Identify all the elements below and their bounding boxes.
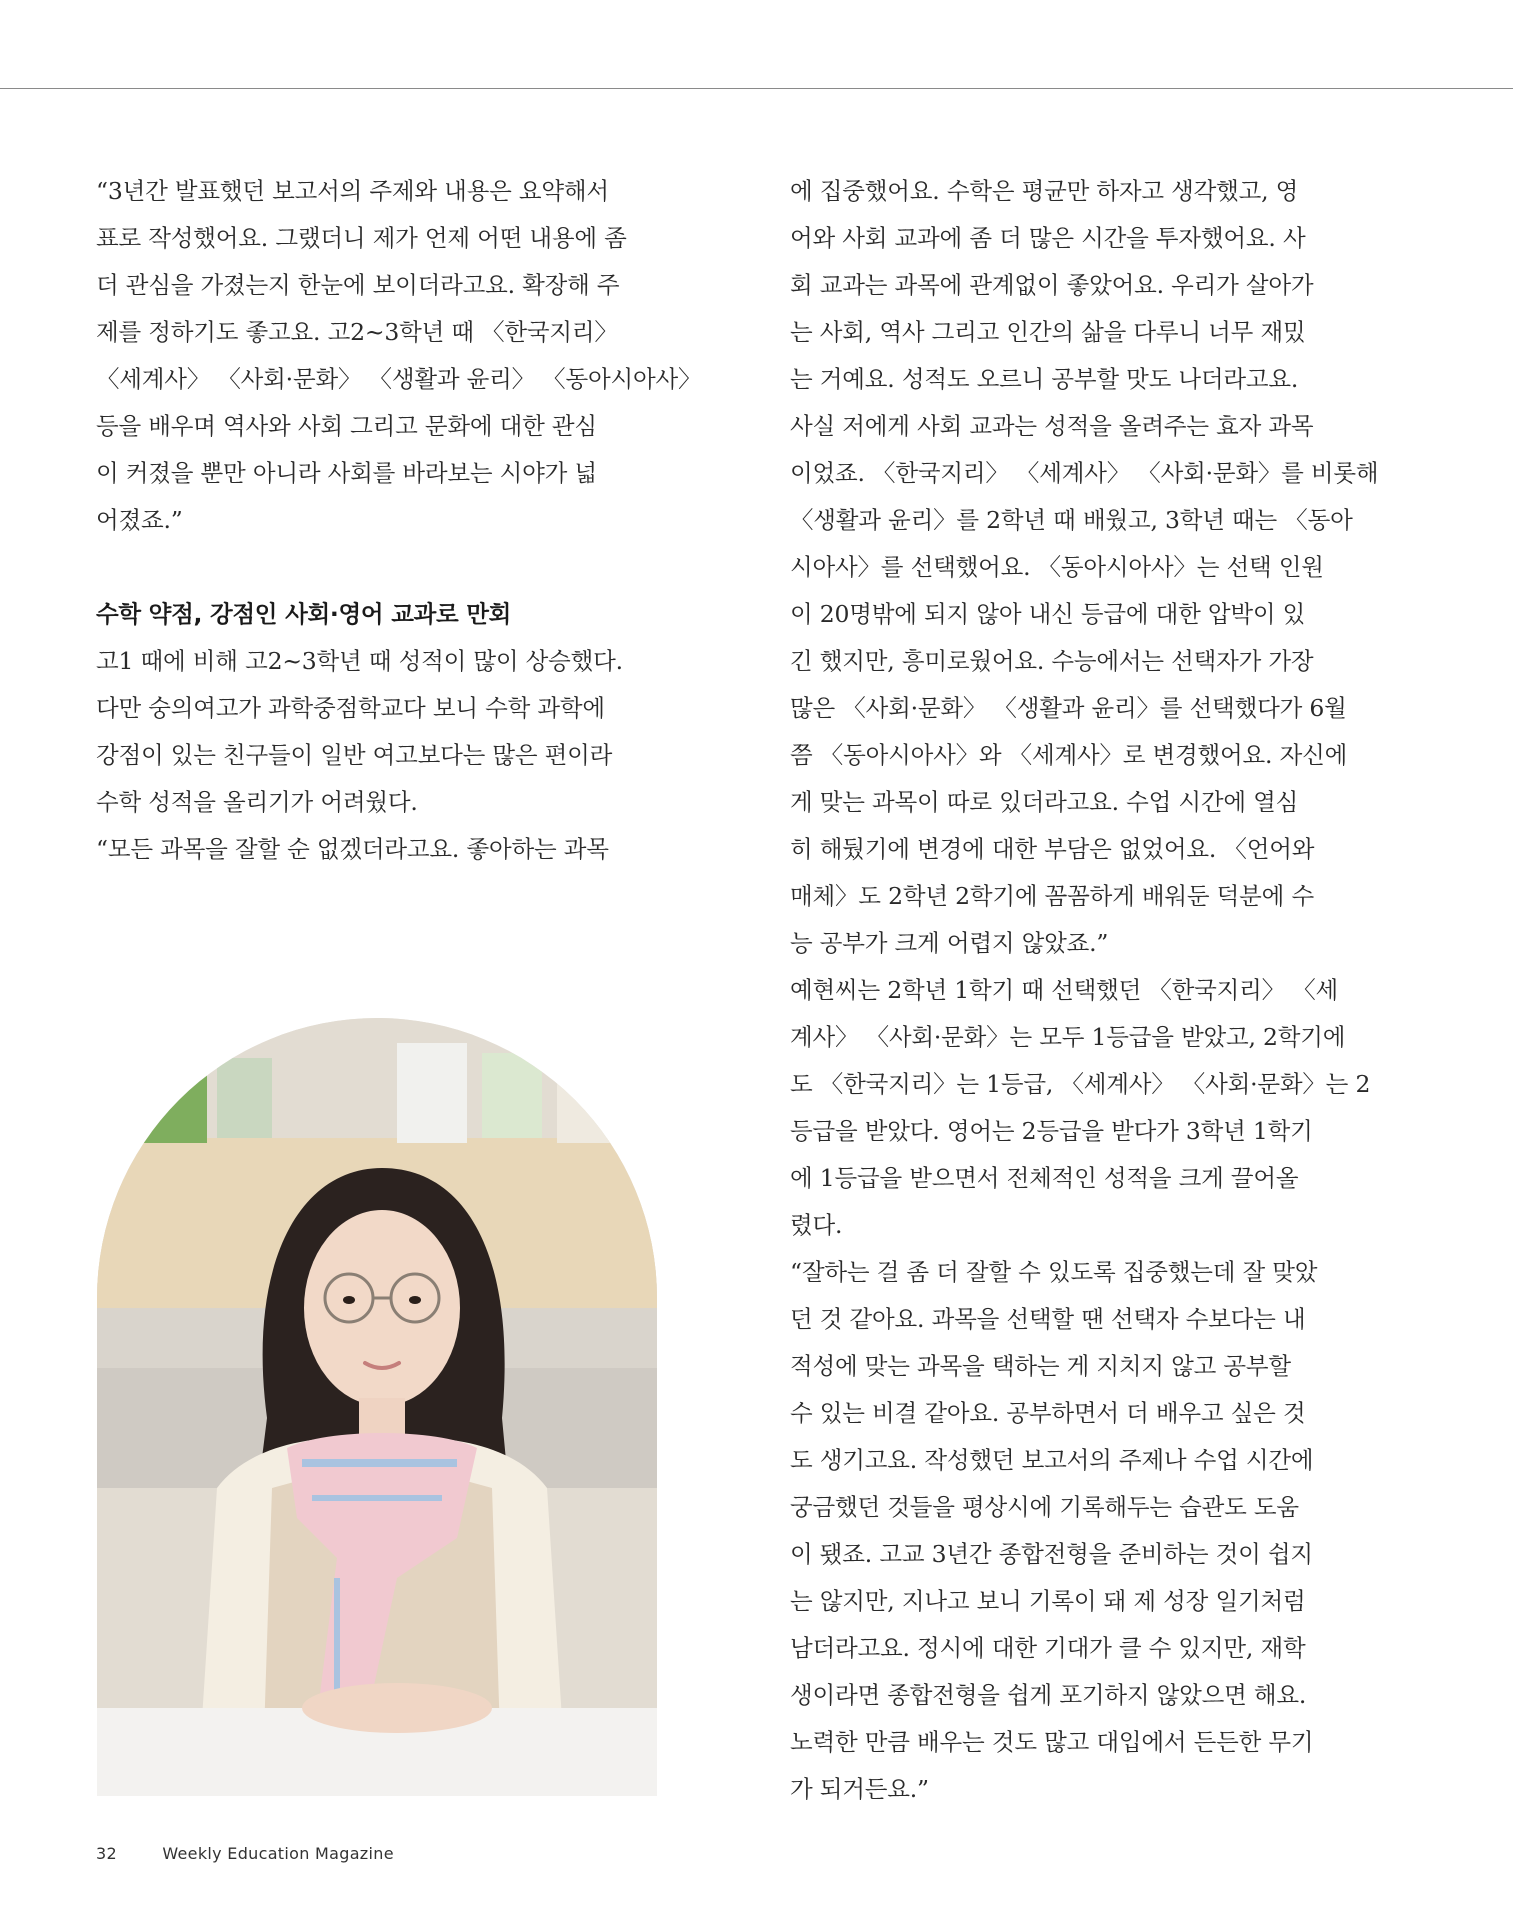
body-line: 고1 때에 비해 고2~3학년 때 성적이 많이 상승했다.: [96, 647, 623, 675]
quote-line: 〈세계사〉 〈사회·문화〉 〈생활과 윤리〉 〈동아시아사〉: [96, 365, 702, 393]
body-line: 시아사〉를 선택했어요. 〈동아시아사〉는 선택 인원: [790, 553, 1324, 581]
body-line: “모든 과목을 잘할 순 없겠더라고요. 좋아하는 과목: [96, 835, 609, 863]
body-line: 에 1등급을 받으면서 전체적인 성적을 크게 끌어올: [790, 1164, 1299, 1192]
body-line: 수 있는 비결 같아요. 공부하면서 더 배우고 싶은 것: [790, 1399, 1306, 1427]
left-column: [96, 168, 702, 873]
body-line: 수학 성적을 올리기가 어려웠다.: [96, 788, 418, 816]
body-line: 도 〈한국지리〉는 1등급, 〈세계사〉 〈사회·문화〉는 2: [790, 1070, 1371, 1098]
body-line: 렸다.: [790, 1211, 843, 1239]
portrait-illustration: [97, 1018, 657, 1796]
body-line: 사실 저에게 사회 교과는 성적을 올려주는 효자 과목: [790, 412, 1314, 440]
body-line: 이 20명밖에 되지 않아 내신 등급에 대한 압박이 있: [790, 600, 1306, 628]
body-line: “잘하는 걸 좀 더 잘할 수 있도록 집중했는데 잘 맞았: [790, 1258, 1318, 1286]
body-line: 이 됐죠. 고교 3년간 종합전형을 준비하는 것이 쉽지: [790, 1540, 1313, 1568]
body-line: 생이라면 종합전형을 쉽게 포기하지 않았으면 해요.: [790, 1681, 1307, 1709]
body-line: 많은 〈사회·문화〉 〈생활과 윤리〉를 선택했다가 6월: [790, 694, 1347, 722]
body-line: 매체〉도 2학년 2학기에 꼼꼼하게 배워둔 덕분에 수: [790, 882, 1314, 910]
body-line: 〈생활과 윤리〉를 2학년 때 배웠고, 3학년 때는 〈동아: [790, 506, 1353, 534]
body-line: 히 해뒀기에 변경에 대한 부담은 없었어요. 〈언어와: [790, 835, 1315, 863]
body-line: 남더라고요. 정시에 대한 기대가 클 수 있지만, 재학: [790, 1634, 1306, 1662]
quote-line: 제를 정하기도 좋고요. 고2~3학년 때 〈한국지리〉: [96, 318, 618, 346]
body-line: 궁금했던 것들을 평상시에 기록해두는 습관도 도움: [790, 1493, 1299, 1521]
quote-line: 어졌죠.”: [96, 506, 183, 534]
header-rule: [0, 88, 1513, 89]
body-line: 가 되거든요.”: [790, 1775, 929, 1803]
body-line: 적성에 맞는 과목을 택하는 게 지치지 않고 공부할: [790, 1352, 1291, 1380]
body-line: 는 사회, 역사 그리고 인간의 삶을 다루니 너무 재밌: [790, 318, 1306, 346]
quote-line: “3년간 발표했던 보고서의 주제와 내용은 요약해서: [96, 177, 609, 205]
body-line: 능 공부가 크게 어렵지 않았죠.”: [790, 929, 1109, 957]
body-line: 는 거예요. 성적도 오르니 공부할 맛도 나더라고요.: [790, 365, 1299, 393]
body-line: 다만 숭의여고가 과학중점학교다 보니 수학 과학에: [96, 694, 605, 722]
quote-line: 더 관심을 가졌는지 한눈에 보이더라고요. 확장해 주: [96, 271, 620, 299]
quote-line: 이 커졌을 뿐만 아니라 사회를 바라보는 시야가 넓: [96, 459, 597, 487]
body-line: 노력한 만큼 배우는 것도 많고 대입에서 든든한 무기: [790, 1728, 1314, 1756]
page-number: 32: [96, 1844, 117, 1863]
body-line: 게 맞는 과목이 따로 있더라고요. 수업 시간에 열심: [790, 788, 1299, 816]
body-line: 긴 했지만, 흥미로웠어요. 수능에서는 선택자가 가장: [790, 647, 1314, 675]
magazine-name: Weekly Education Magazine: [162, 1844, 394, 1863]
body-line: 회 교과는 과목에 관계없이 좋았어요. 우리가 살아가: [790, 271, 1314, 299]
body-line: 이었죠. 〈한국지리〉 〈세계사〉 〈사회·문화〉를 비롯해: [790, 459, 1379, 487]
body-line: 어와 사회 교과에 좀 더 많은 시간을 투자했어요. 사: [790, 224, 1306, 252]
right-column: [790, 168, 1379, 1813]
page-footer: [96, 1844, 394, 1863]
body-line: 강점이 있는 친구들이 일반 여고보다는 많은 편이라: [96, 741, 613, 769]
body-line: 에 집중했어요. 수학은 평균만 하자고 생각했고, 영: [790, 177, 1299, 205]
body-line: 계사〉 〈사회·문화〉는 모두 1등급을 받았고, 2학기에: [790, 1023, 1346, 1051]
body-line: 도 생기고요. 작성했던 보고서의 주제나 수업 시간에: [790, 1446, 1314, 1474]
quote-line: 표로 작성했어요. 그랬더니 제가 언제 어떤 내용에 좀: [96, 224, 627, 252]
section-subheading: 수학 약점, 강점인 사회·영어 교과로 만회: [96, 600, 512, 628]
body-line: 쯤 〈동아시아사〉와 〈세계사〉로 변경했어요. 자신에: [790, 741, 1348, 769]
quote-line: 등을 배우며 역사와 사회 그리고 문화에 대한 관심: [96, 412, 597, 440]
body-line: 던 것 같아요. 과목을 선택할 땐 선택자 수보다는 내: [790, 1305, 1306, 1333]
body-line: 는 않지만, 지나고 보니 기록이 돼 제 성장 일기처럼: [790, 1587, 1306, 1615]
body-line: 등급을 받았다. 영어는 2등급을 받다가 3학년 1학기: [790, 1117, 1313, 1145]
portrait-photo: [97, 1018, 657, 1796]
body-line: 예현씨는 2학년 1학기 때 선택했던 〈한국지리〉 〈세: [790, 976, 1339, 1004]
paragraph-gap: [96, 544, 656, 591]
